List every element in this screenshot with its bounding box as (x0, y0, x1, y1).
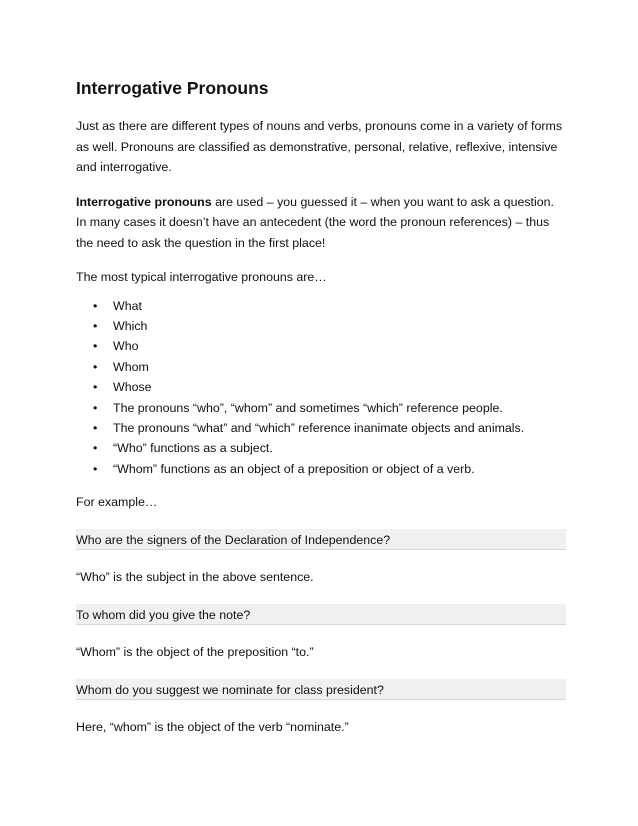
bullet-icon: • (93, 359, 98, 374)
definition-term: Interrogative pronouns (76, 194, 212, 209)
example-explanation: “Whom” is the object of the preposition “to.” (76, 645, 314, 660)
document-page (76, 78, 566, 736)
page-title: Interrogative Pronouns (76, 78, 269, 98)
example-explanation: Here, “whom” is the object of the verb “nominate.” (76, 720, 349, 735)
bullet-icon: • (93, 441, 98, 456)
list-item: • “Whom” functions as an object of a preposition or object of a verb. (76, 459, 566, 479)
list-item: • What (76, 296, 566, 316)
bullet-icon: • (93, 461, 98, 476)
list-item: • Whose (76, 377, 566, 397)
definition-text: are used – you guessed it – when you want to ask a question. In many cases it doesn’t have an antecedent (the word the pronoun references) – thus the need to ask the question in the first place! (76, 194, 554, 250)
definition-paragraph (76, 192, 566, 254)
bullet-icon: • (93, 420, 98, 435)
bullet-icon: • (93, 400, 98, 415)
list-item: • The pronouns “what” and “which” reference inanimate objects and animals. (76, 418, 566, 438)
bullet-icon: • (93, 298, 98, 313)
list-item: • The pronouns “who”, “whom” and sometimes “which” reference people. (76, 398, 566, 418)
bullet-icon: • (93, 380, 98, 395)
example-explanation: “Who” is the subject in the above sentence. (76, 570, 314, 585)
intro-paragraph: Just as there are different types of nouns and verbs, pronouns come in a variety of forms as well. Pronouns are classified as demonstrative, personal, relative, reflexive, intensive and interrogative. (76, 119, 563, 174)
example-question: Who are the signers of the Declaration of Independence? (76, 529, 566, 550)
list-item: • “Who” functions as a subject. (76, 438, 566, 458)
list-intro: The most typical interrogative pronouns are… (76, 270, 327, 284)
example-question: Whom do you suggest we nominate for class president? (76, 679, 566, 700)
pronoun-list (76, 296, 566, 480)
list-item: • Which (76, 316, 566, 336)
example-question: To whom did you give the note? (76, 604, 566, 625)
list-item: • Who (76, 336, 566, 356)
examples-intro: For example… (76, 495, 158, 510)
list-item: • Whom (76, 357, 566, 377)
bullet-icon: • (93, 318, 98, 333)
bullet-icon: • (93, 339, 98, 354)
